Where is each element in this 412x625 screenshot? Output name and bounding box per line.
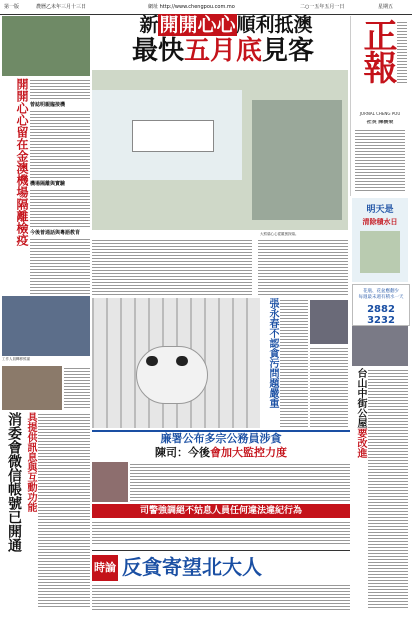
column-label: 時論 (92, 555, 118, 581)
logo: 正報 (357, 18, 397, 82)
weather-subtitle: 清除積水日 (362, 218, 398, 226)
left-mid-photo (2, 296, 90, 356)
logo-block (350, 16, 409, 196)
ad-line1: 花瓶、花盆應翻少 (363, 289, 399, 294)
left-text-block (30, 78, 90, 296)
weather-box (352, 198, 408, 282)
panda-photo-caption: 大熊貓心心從籠裏探頭。 (260, 232, 299, 236)
ad-phone[interactable]: 2882 3232 (367, 304, 395, 326)
logo-org: JORNAL CHENG POU (359, 112, 401, 116)
ad-box (352, 284, 410, 326)
banner2-text: 司警強調絕不姑息人員任何違法違紀行為 (139, 506, 302, 516)
right-story-title: 台山中街公屋要改進 (355, 368, 366, 458)
banner1-line2: 陳司：今後會加大監控力度 (155, 446, 287, 459)
publisher: 社長 陳樹榮 (366, 120, 394, 124)
bottom-headline: 反貪寄望北大人 (122, 555, 262, 579)
weather-title: 明天是 (366, 205, 394, 215)
left-subhead1: 曾誌明親臨接機 (30, 102, 66, 108)
page-label: 第一版 (4, 4, 20, 10)
left-photo-caption: 工作人員轉移熊貓 (2, 357, 30, 361)
masthead-bar (0, 0, 412, 15)
left-vertical-headline: 開開心心留在金澳機場隔離檢疫 (15, 78, 29, 246)
left-top-photo (2, 16, 90, 76)
left-subhead3: 今後普通話與粵語教育 (30, 230, 81, 236)
consumer-subhead: 具提供訊息與互動功能 (25, 412, 36, 512)
headline-line2: 最快五月底見客 (131, 36, 315, 66)
panda-main-photo (92, 70, 348, 230)
ad-line2: 每週最末週有積水一天 (358, 295, 404, 300)
left-subhead2: 機場隔離與實驗 (30, 181, 66, 187)
weekday: 星期五 (378, 4, 394, 10)
banner-police (92, 504, 350, 518)
banner1-line1: 廉署公布多宗公務員涉貪 (160, 432, 282, 445)
middle-story-title: 張永春不認貪污問題嚴重 (267, 298, 278, 408)
consumer-headline: 消委會微信帳號已開通 (6, 412, 22, 552)
official-photo (310, 300, 348, 344)
date: 二○一五年五月一日 (300, 4, 345, 10)
right-photo (352, 326, 408, 366)
bottom-column (92, 550, 350, 611)
banner-corruption (92, 430, 350, 462)
secretary-photo (92, 462, 128, 502)
panda-cage-photo (92, 298, 260, 428)
left-lower-photo (2, 366, 62, 410)
headline-line1: 新開開心心順利抵澳 (139, 14, 313, 36)
lunar-date: 農曆乙未年三月十三日 (36, 4, 87, 10)
website[interactable]: 網址 http://www.chengpou.com.mo (148, 4, 235, 10)
